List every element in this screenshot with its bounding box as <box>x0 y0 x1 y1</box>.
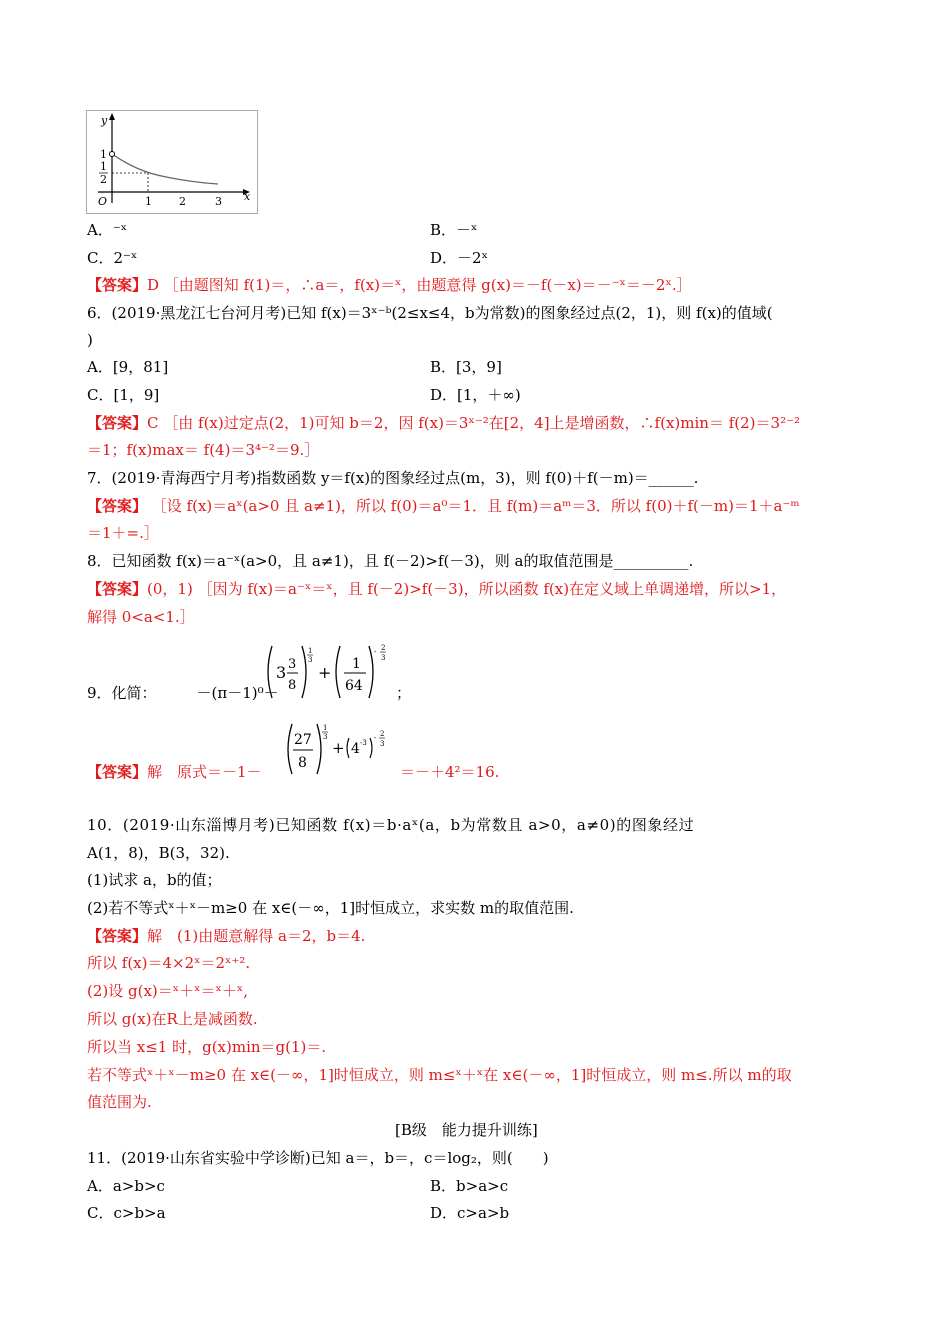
q11-option-a: A．a>b>c <box>87 1177 165 1195</box>
svg-text:-: - <box>374 734 377 742</box>
q10-answer-4: 所以 g(x)在R上是减函数. <box>87 1010 258 1028</box>
q10-answer-6: 若不等式ˣ＋ˣ－m≥0 在 x∈(－∞，1]时恒成立，则 m≤ˣ＋ˣ在 x∈(－∞，1]时恒成立，则 m≤.所以 m的取 <box>87 1066 792 1084</box>
q6-answer: 【答案】C ［由 f(x)过定点(2，1)可知 b＝2，因 f(x)＝3ˣ⁻²在[2，4]上是增函数，∴f(x)min＝ f(2)＝3²⁻² <box>87 414 801 432</box>
tick-y-frac-den: 2 <box>100 173 107 186</box>
q7-stem: 7．(2019·青海西宁月考)指数函数 y＝f(x)的图象经过点(m，3)，则 f(0)＋f(－m)＝______. <box>87 469 699 487</box>
svg-text:27: 27 <box>294 732 312 748</box>
svg-text:3: 3 <box>323 733 328 741</box>
function-graph <box>86 110 258 214</box>
q7-answer: 【答案】 ［设 f(x)＝aˣ(a>0 且 a≠1)，所以 f(0)＝a⁰＝1．且 f(m)＝aᵐ＝3．所以 f(0)＋f(－m)＝1＋a⁻ᵐ <box>87 497 800 515</box>
q6-option-c: C．[1，9] <box>87 386 160 404</box>
q6-stem: 6．(2019·黑龙江七台河月考)已知 f(x)＝3ˣ⁻ᵇ(2≤x≤4，b为常数)的图象经过点(2，1)，则 f(x)的值域( <box>87 304 773 322</box>
q8-answer-cont: 解得 0<a<1.］ <box>87 608 195 626</box>
svg-text:+: + <box>318 663 332 682</box>
svg-text:3: 3 <box>308 656 313 664</box>
q11-stem: 11．(2019·山东省实验中学诊断)已知 a＝，b＝，c＝log₂，则( ) <box>87 1149 549 1167</box>
q9-answer-result: ＝－＋4²＝16. <box>400 763 500 781</box>
q11-option-d: D．c>a>b <box>430 1204 510 1222</box>
q10-answer-2: 所以 f(x)＝4×2ˣ＝2ˣ⁺². <box>87 954 251 972</box>
q9-expression <box>262 642 402 702</box>
q6-option-d: D．[1，＋∞) <box>430 386 521 404</box>
svg-text:64: 64 <box>345 678 363 694</box>
svg-text:4: 4 <box>351 741 360 757</box>
q5-option-b: B．－ˣ <box>430 221 478 239</box>
y-label: y <box>101 114 108 127</box>
svg-text:-3: -3 <box>360 739 367 747</box>
q10-answer-5: 所以当 x≤1 时，g(x)min＝g(1)＝. <box>87 1038 327 1056</box>
q8-answer: 【答案】(0，1) ［因为 f(x)＝a⁻ˣ＝ˣ，且 f(－2)>f(－3)，所以函数 f(x)在定义域上单调递增，所以>1， <box>87 580 787 598</box>
svg-text:1: 1 <box>352 656 361 672</box>
q6-stem-end: ) <box>87 331 93 349</box>
q5-option-a: A．⁻ˣ <box>87 221 128 239</box>
q10-answer: 【答案】解 (1)由题意解得 a＝2，b＝4. <box>87 927 366 945</box>
svg-text:8: 8 <box>298 755 307 771</box>
svg-text:3: 3 <box>380 740 385 748</box>
q10-answer-3: (2)设 g(x)＝ˣ＋ˣ＝ˣ＋ˣ, <box>87 982 248 1000</box>
q5-answer: 【答案】D ［由题图知 f(1)＝，∴a＝，f(x)＝ˣ，由题意得 g(x)＝－f(－x)＝－⁻ˣ＝－2ˣ.］ <box>87 276 692 294</box>
svg-text:+: + <box>332 739 345 757</box>
tick-y-1: 1 <box>100 148 107 161</box>
q11-option-b: B．b>a>c <box>430 1177 509 1195</box>
tick-x-3: 3 <box>215 195 222 208</box>
q5-option-c: C．2⁻ˣ <box>87 249 138 267</box>
svg-text:3: 3 <box>381 654 386 662</box>
curve <box>112 154 218 184</box>
open-point <box>110 152 115 157</box>
svg-text:2: 2 <box>381 644 386 652</box>
y-axis-arrow <box>109 113 115 120</box>
q6-option-a: A．[9，81] <box>87 358 169 376</box>
section-heading: [B级 能力提升训练] <box>395 1121 538 1139</box>
q6-answer-cont: ＝1；f(x)max＝ f(4)＝3⁴⁻²＝9.］ <box>87 441 320 459</box>
tick-x-1: 1 <box>145 195 152 208</box>
svg-text:2: 2 <box>380 730 385 738</box>
q10-part2: (2)若不等式ˣ＋ˣ－m≥0 在 x∈(－∞，1]时恒成立，求实数 m的取值范围. <box>87 899 574 917</box>
q9-semicolon: ； <box>396 684 412 702</box>
tick-y-frac-num: 1 <box>100 160 107 173</box>
tick-x-2: 2 <box>179 195 186 208</box>
q9-answer-expression <box>282 720 398 778</box>
origin-label: O <box>98 195 108 208</box>
q6-option-b: B．[3，9] <box>430 358 502 376</box>
svg-text:3: 3 <box>276 663 287 682</box>
x-label: x <box>244 190 251 203</box>
svg-text:1: 1 <box>323 724 328 732</box>
q10-part1: (1)试求 a，b的值； <box>87 871 222 889</box>
q9-answer: 【答案】解 原式＝－1－ <box>87 763 262 781</box>
q7-answer-cont: ＝1＋=.］ <box>87 524 159 542</box>
svg-text:1: 1 <box>308 647 313 655</box>
q10-stem-cont: A(1，8)，B(3，32). <box>87 844 230 862</box>
q9-stem: 9．化简： －(π－1)⁰－ <box>87 684 279 702</box>
svg-text:8: 8 <box>288 678 297 693</box>
q5-option-d: D．－2ˣ <box>430 249 488 267</box>
q11-option-c: C．c>b>a <box>87 1204 166 1222</box>
svg-text:3: 3 <box>288 657 297 672</box>
q8-stem: 8．已知函数 f(x)＝a⁻ˣ(a>0，且 a≠1)，且 f(－2)>f(－3)，则 a的取值范围是__________. <box>87 552 694 570</box>
q10-answer-7: 值范围为. <box>87 1093 152 1111</box>
q10-stem: 10．(2019·山东淄博月考)已知函数 f(x)＝b·aˣ(a，b为常数且 a>0，a≠0)的图象经过 <box>87 816 695 834</box>
svg-text:-: - <box>374 648 377 656</box>
